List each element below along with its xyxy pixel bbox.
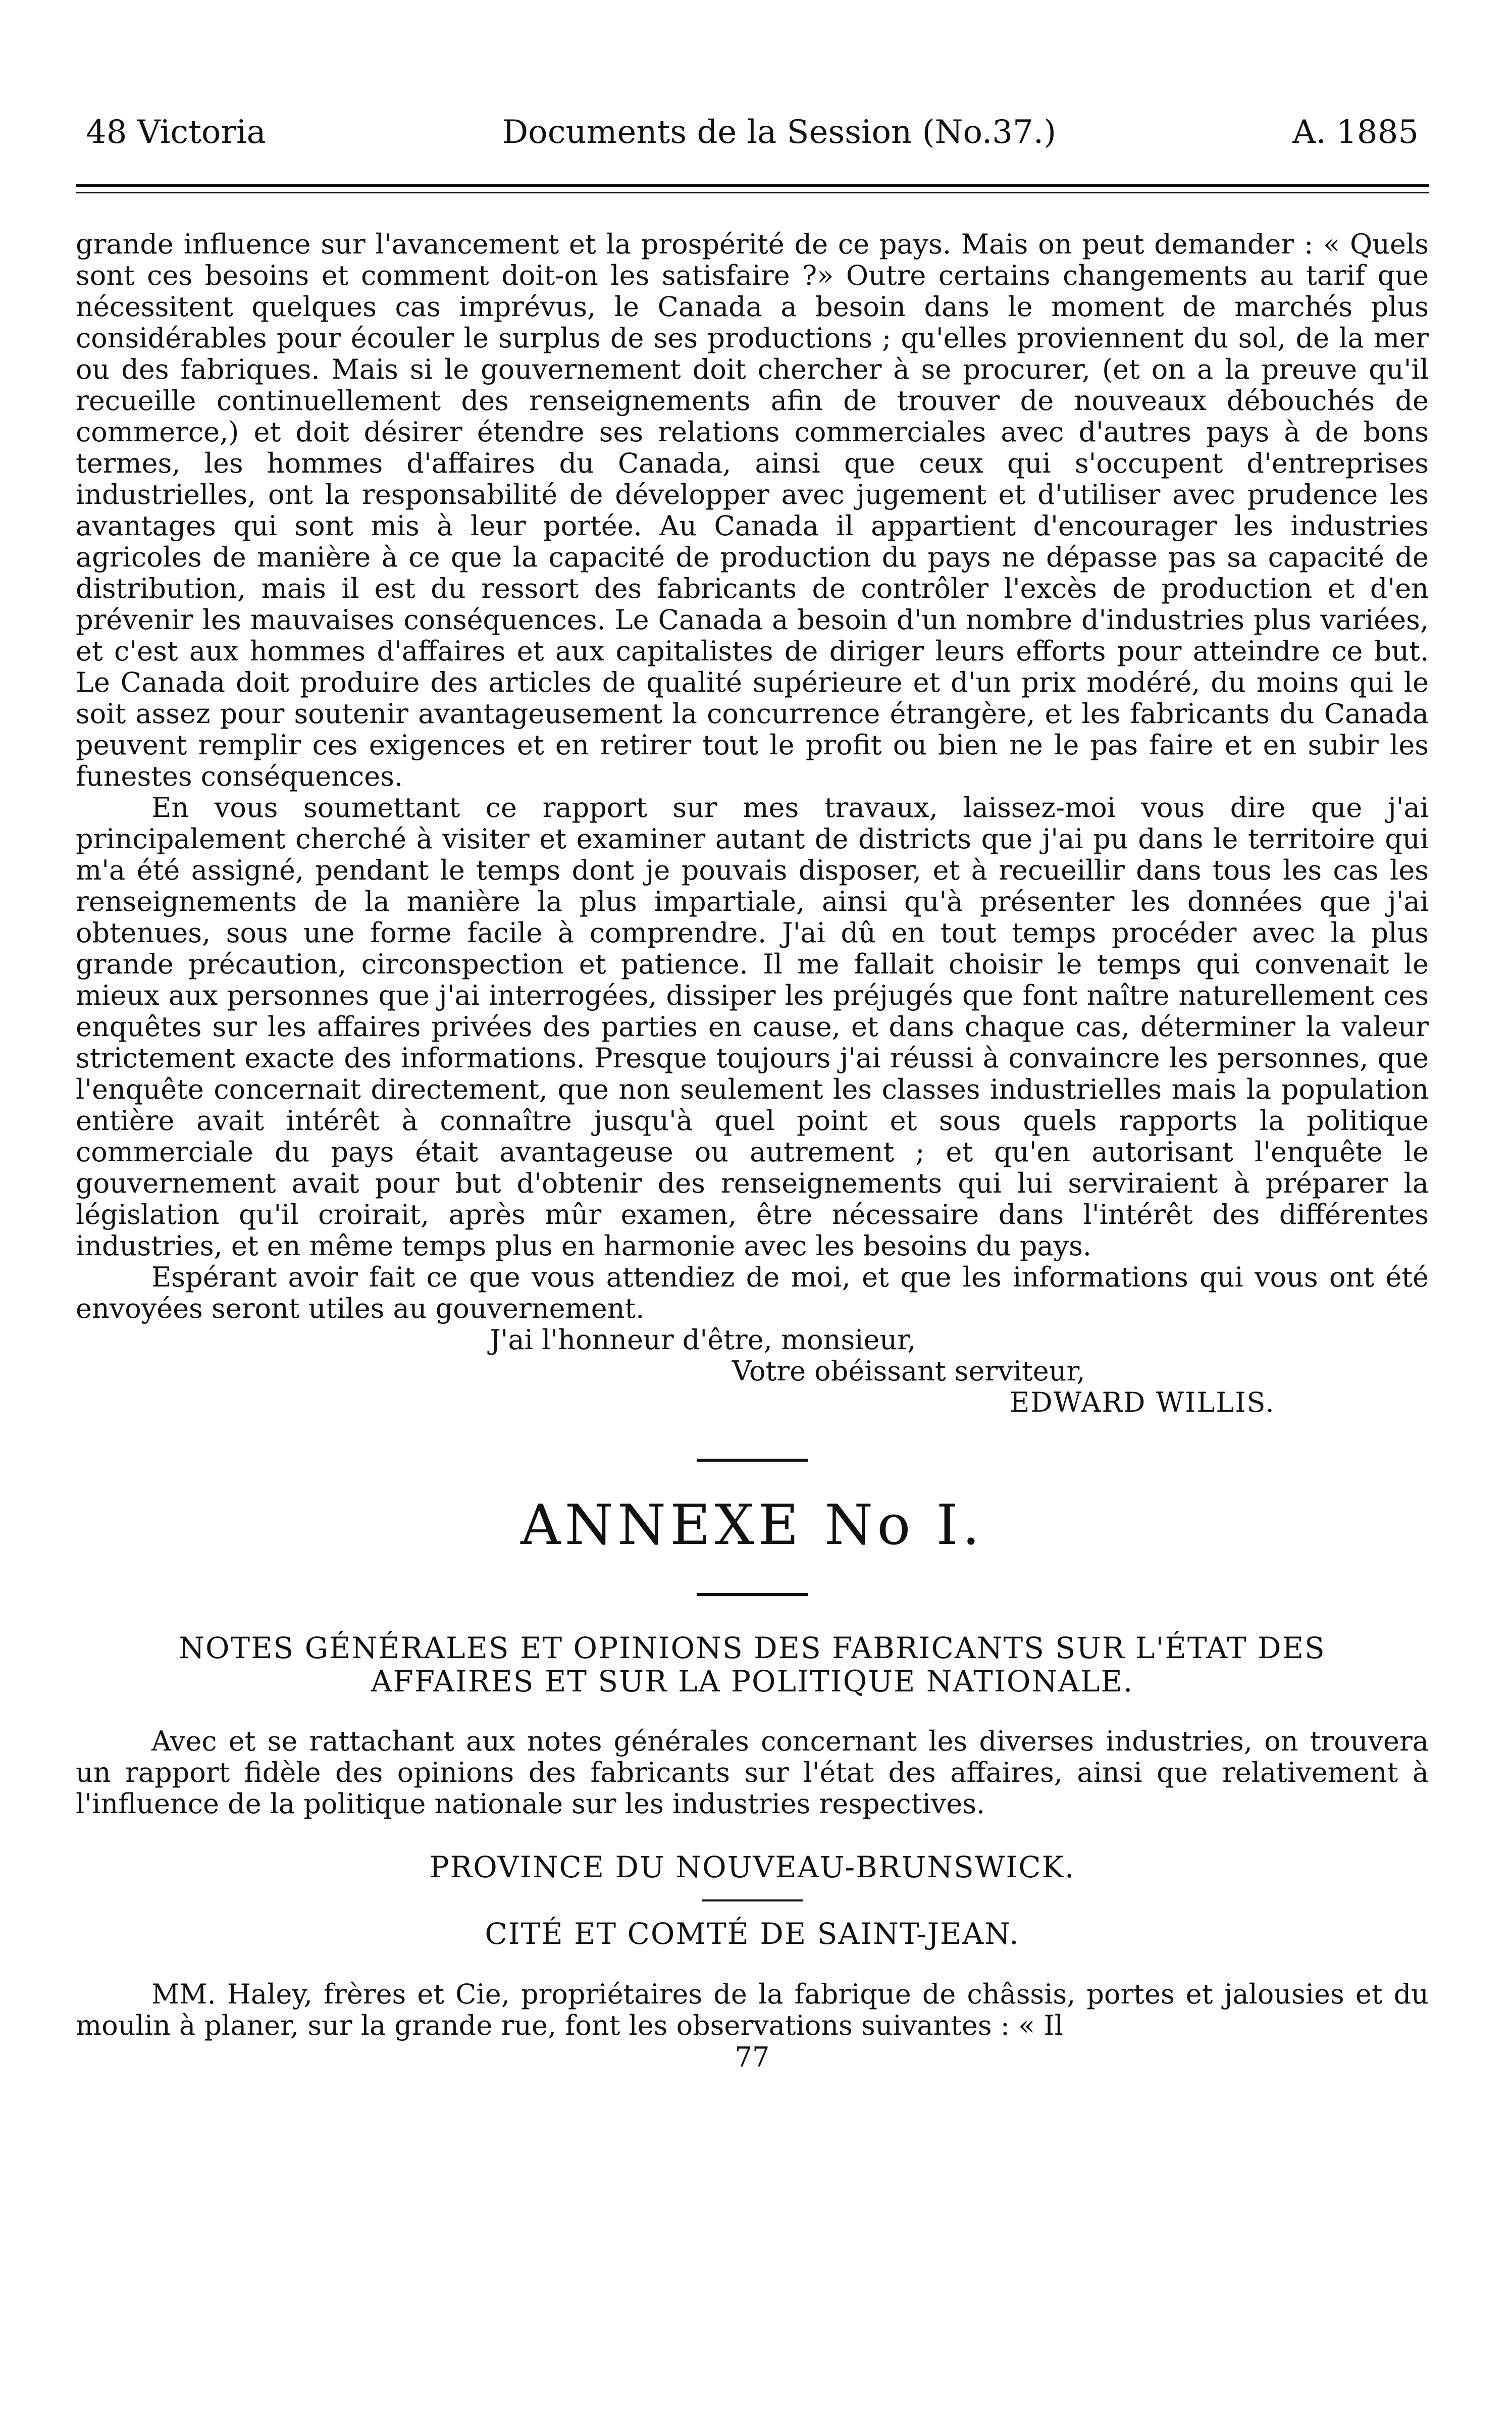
body-text: [76, 229, 1429, 1324]
manufacturer-paragraph: MM. Haley, frères et Cie, propriétaires de la fabrique de châssis, portes et jalousies et du moulin à planer, sur la grande rue, font les observations suivantes : « Il: [76, 1978, 1429, 2041]
signature-block: [76, 1324, 1429, 1418]
section-divider-1: [697, 1459, 808, 1462]
running-header: [76, 114, 1429, 151]
paragraph-2: En vous soumettant ce rapport sur mes travaux, laissez-moi vous dire que j'ai principalement cherché à visiter et examiner autant de districts que j'ai pu dans le territoire qui m'a été assigné, pendant le temps dont je pouvais disposer, et à recueillir dans tous les cas les renseignements de la manière la plus impartiale, ainsi qu'à présenter les données que j'ai obtenues, sous une forme facile à comprendre. J'ai dû en tout temps procéder avec la plus grande précaution, circonspection et patience. Il me fallait choisir le temps qui convenait le mieux aux personnes que j'ai interrogées, dissiper les préjugés que font naître naturellement ces enquêtes sur les affaires privées des parties en cause, et dans chaque cas, déterminer la valeur strictement exacte des informations. Presque toujours j'ai réussi à convaincre les personnes, que l'enquête concernait directement, que non seulement les classes industrielles mais la population entière avait intérêt à connaître jusqu'à quel point et sous quels rapports la politique commerciale du pays était avantageuse ou autrement ; et qu'en autorisant l'enquête le gouvernement avait pour but d'obtenir des renseignements qui lui serviraient à préparer la législation qu'il croirait, après mûr examen, être nécessaire dans l'intérêt des différentes industries, et en même temps plus en harmonie avec les besoins du pays.: [76, 792, 1429, 1262]
servant-line: Votre obéissant serviteur,: [732, 1355, 1085, 1387]
document-page: [76, 116, 1429, 2073]
paragraph-3: Espérant avoir fait ce que vous attendiez de moi, et que les informations qui vous ont été envoyées seront utiles au gouvernement.: [76, 1261, 1429, 1324]
notes-heading: [76, 1631, 1429, 1698]
closing-line: J'ai l'honneur d'être, monsieur,: [490, 1324, 916, 1356]
annexe-title: ANNEXE No I.: [520, 1492, 984, 1557]
page-number: 77: [735, 2041, 770, 2073]
annexe-intro: [76, 1726, 1429, 1820]
header-left: 48 Victoria: [86, 114, 266, 151]
notes-heading-line-2: AFFAIRES ET SUR LA POLITIQUE NATIONALE.: [371, 1664, 1134, 1698]
intro-paragraph: Avec et se rattachant aux notes générales concernant les diverses industries, on trouvera un rapport fidèle des opinions des fabricants sur l'état des affaires, ainsi que relativement à l'influence de la politique nationale sur les industries respectives.: [76, 1725, 1429, 1820]
header-center: Documents de la Session (No.37.): [502, 114, 1057, 151]
province-heading: PROVINCE DU NOUVEAU-BRUNSWICK.: [429, 1850, 1075, 1884]
section-divider-2: [697, 1593, 808, 1596]
signatory-name: EDWARD WILLIS.: [1010, 1386, 1275, 1418]
header-rule: [76, 184, 1429, 193]
manufacturer-entry: [76, 1979, 1429, 2041]
paragraph-1: grande influence sur l'avancement et la prospérité de ce pays. Mais on peut demander : « Quels sont ces besoins et comment doit-on les satisfaire ?» Outre certains changements au tarif que nécessitent quelques cas imprévus, le Canada a besoin dans le moment de marchés plus considérables pour écouler le surplus de ses productions ; qu'elles proviennent du sol, de la mer ou des fabriques. Mais si le gouvernement doit chercher à se procurer, (et on a la preuve qu'il recueille continuellement des renseignements afin de trouver de nouveaux débouchés de commerce,) et doit désirer étendre ses relations commerciales avec d'autres pays à de bons termes, les hommes d'affaires du Canada, ainsi que ceux qui s'occupent d'entreprises industrielles, ont la responsabilité de développer avec jugement et d'utiliser avec prudence les avantages qui sont mis à leur portée. Au Canada il appartient d'encourager les industries agricoles de manière à ce que la capacité de production du pays ne dépasse pas sa capacité de distribution, mais il est du ressort des fabricants de contrôler l'excès de production et d'en prévenir les mauvaises conséquences. Le Canada a besoin d'un nombre d'industries plus variées, et c'est aux hommes d'affaires et aux capitalistes de diriger leurs efforts pour atteindre ce but. Le Canada doit produire des articles de qualité supérieure et d'un prix modéré, du moins qui le soit assez pour soutenir avantageusement la concurrence étrangère, et les fabricants du Canada peuvent remplir ces exigences et en retirer tout le profit ou bien ne le pas faire et en subir les funestes conséquences.: [76, 228, 1429, 792]
header-right: A. 1885: [1292, 114, 1419, 151]
city-heading: CITÉ ET COMTÉ DE SAINT-JEAN.: [485, 1917, 1020, 1951]
section-divider-3: [702, 1899, 803, 1901]
notes-heading-line-1: NOTES GÉNÉRALES ET OPINIONS DES FABRICANTS SUR L'ÉTAT DES: [179, 1631, 1326, 1665]
